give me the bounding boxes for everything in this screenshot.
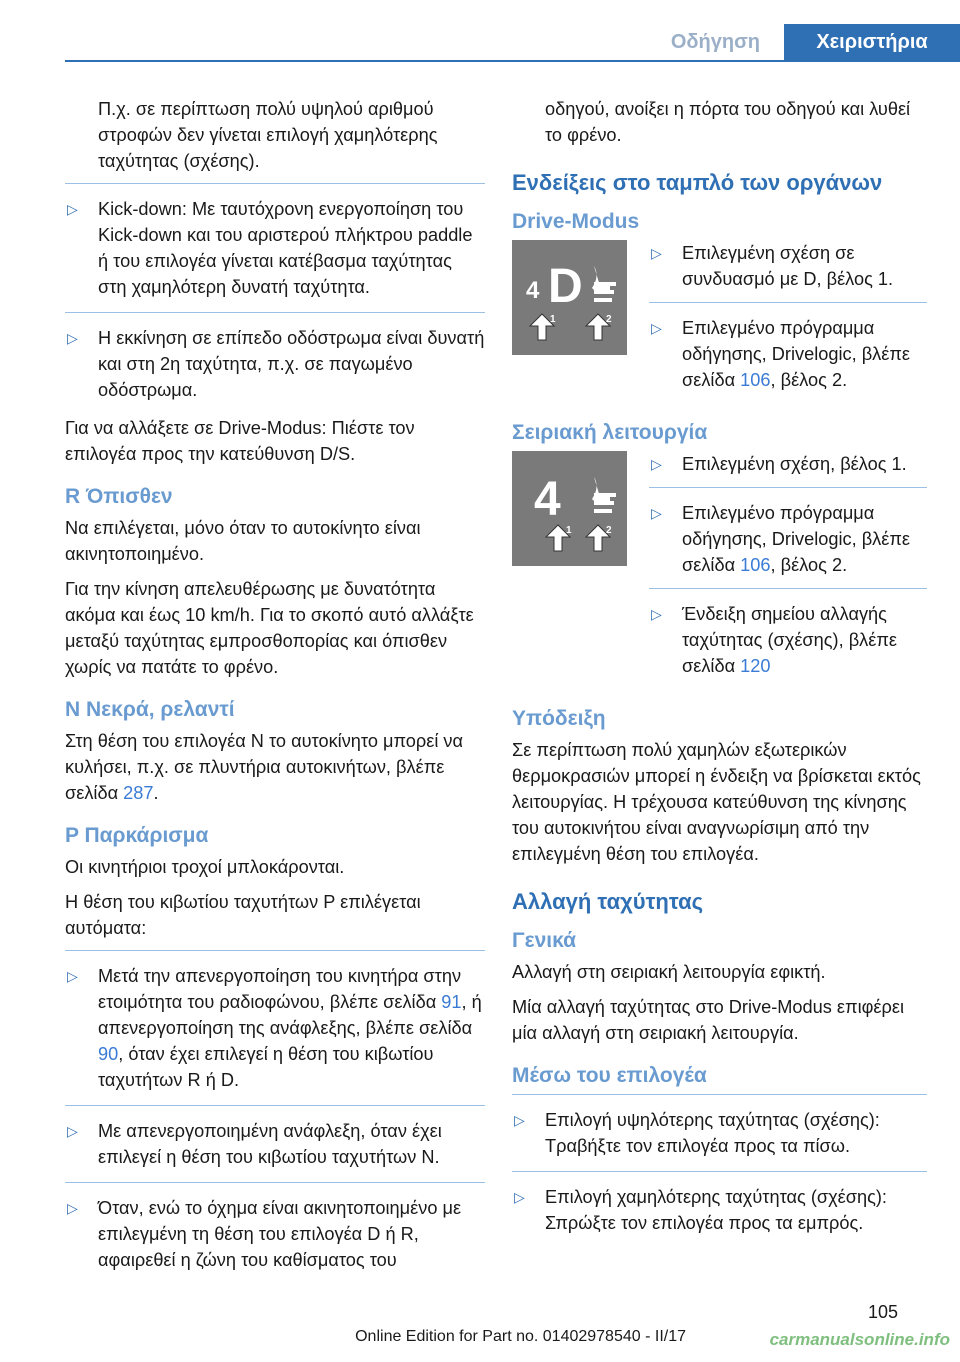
gear-number: 4 (534, 473, 561, 526)
divider (512, 1094, 927, 1095)
triangle-bullet-icon (651, 451, 662, 477)
sequential-display-image (512, 451, 627, 566)
sequential-bullets (649, 451, 927, 689)
bullet-start-2nd-gear (65, 325, 485, 403)
triangle-bullet-icon (67, 963, 78, 989)
triangle-bullet-icon (67, 1195, 78, 1221)
svg-text:1: 1 (566, 525, 572, 536)
bullet-drive-program: ▷ Επιλεγμένο πρόγραμμα οδήγησης, Drivelogic, βλέπε σελίδα 106, βέλος 2. (649, 315, 927, 393)
reverse-text-2: Για την κίνηση απελευθέρωσης με δυνατότητα ακόμα και έως 10 km/h. Για το σκοπό αυτό αλλάξτε μεταξύ ταχύτητας εμπροσθοπορίας και όπισθεν χωρίς να πατάτε το φρένο. (65, 579, 474, 677)
page-footer (0, 1302, 960, 1362)
triangle-bullet-icon (651, 240, 662, 266)
intro-continuation: Π.χ. σε περίπτωση πολύ υψηλού αριθμού στροφών δεν γίνεται επιλογή χαμηλότερης ταχύτητας (σχέσης). (98, 99, 438, 171)
triangle-bullet-icon (651, 601, 662, 627)
bullet-drive-program: ▷ Επιλεγμένο πρόγραμμα οδήγησης, Drivelogic, βλέπε σελίδα 106, βέλος 2. (649, 500, 927, 578)
triangle-bullet-icon (514, 1107, 525, 1133)
mode-letter: D (548, 260, 583, 313)
right-column (512, 96, 927, 1248)
left-column (65, 96, 485, 1285)
page-link[interactable]: 287 (123, 783, 154, 803)
bullet-shift-point: ▷ Ένδειξη σημείου αλλαγής ταχύτητας (σχέσης), βλέπε σελίδα 120 (649, 601, 927, 679)
bullet-text: Η εκκίνηση σε επίπεδο οδόστρωμα είναι δυνατή και στη 2η ταχύτητα, π.χ. σε παγωμένο οδόστρωμα. (98, 328, 485, 400)
triangle-bullet-icon (67, 325, 78, 351)
bullet-selected-gear: ▷ Επιλεγμένη σχέση, βέλος 1. (649, 451, 927, 477)
divider (65, 312, 485, 313)
page-number: 105 (867, 1302, 898, 1322)
park-text-1: Οι κινητήριοι τροχοί μπλοκάρονται. (65, 857, 345, 877)
tab-driving[interactable]: Οδήγηση (670, 31, 760, 53)
park-text-2: Η θέση του κιβωτίου ταχυτήτων P επιλέγεται αυτόματα: (65, 892, 421, 938)
triangle-bullet-icon (67, 196, 78, 222)
heading-note: Υπόδειξη (512, 707, 606, 730)
page-link[interactable]: 106 (740, 370, 771, 390)
svg-text:2: 2 (606, 525, 612, 536)
edition-text: Online Edition for Part no. 01402978540 - II/17 (355, 1328, 686, 1345)
neutral-text: Στη θέση του επιλογέα N το αυτοκίνητο μπορεί να κυλήσει, π.χ. σε πλυντήρια αυτοκινήτων, βλέπε σελίδα 287. (65, 731, 464, 803)
bullet-upshift: ▷ Επιλογή υψηλότερης ταχύτητας (σχέσης): Τραβήξτε τον επιλογέα προς τα πίσω. (512, 1107, 927, 1159)
page-link[interactable]: 91 (441, 992, 462, 1012)
heading-dashboard-indicators: Ενδείξεις στο ταμπλό των οργάνων (512, 170, 883, 195)
watermark: carmanualsonline.info (769, 1330, 950, 1349)
bullet-text: Kick-down: Με ταυτόχρονη ενεργοποίηση του Kick-down και του αριστερού πλήκτρου paddle ή του επιλογέα γίνεται κατέβασμα ταχύτητας στη χαμηλότερη δυνατή ταχύτητα. (98, 199, 473, 297)
page-link[interactable]: 106 (740, 555, 771, 575)
heading-neutral: N Νεκρά, ρελαντί (65, 698, 235, 721)
drive-mode-bullets (649, 240, 927, 403)
tab-controls[interactable]: Χειριστήρια (784, 24, 960, 60)
page-link[interactable]: 120 (740, 656, 771, 676)
bullet-park-engine-off: ▷ Μετά την απενεργοποίηση του κινητήρα στην ετοιμότητα του ραδιοφώνου, βλέπε σελίδα 91, ή απενεργοποίηση της ανάφλεξης, βλέπε σελίδα 90, όταν έχει επιλεγεί η θέση του κιβωτίου ταχυτήτων R ή D. (65, 963, 485, 1093)
general-text-2: Μία αλλαγή ταχύτητας στο Drive-Modus επιφέρει μία αλλαγή στη σειριακή λειτουργία. (512, 997, 905, 1043)
divider (65, 1182, 485, 1183)
divider (649, 588, 927, 589)
heading-gear-change: Αλλαγή ταχύτητας (512, 889, 704, 914)
gear-number: 4 (526, 277, 540, 304)
divider (65, 183, 485, 184)
note-text: Σε περίπτωση πολύ χαμηλών εξωτερικών θερμοκρασιών μπορεί η ένδειξη να βρίσκεται εκτός λειτουργίας. Η τρέχουσα κατεύθυνση της κίνησης του αυτοκινήτου είναι αναγνωρίσιμη από την επιλεγμένη θέση του επιλογέα. (512, 740, 921, 864)
svg-text:1: 1 (550, 314, 556, 325)
bullet-selected-gear: ▷ Επιλεγμένη σχέση σε συνδυασμό με D, βέλος 1. (649, 240, 927, 292)
bullet-park-ignition-off: ▷ Με απενεργοποιημένη ανάφλεξη, όταν έχει επιλεγεί η θέση του κιβωτίου ταχυτήτων N. (65, 1118, 485, 1170)
bullet-park-seatbelt: ▷ Όταν, ενώ το όχημα είναι ακινητοποιημένο με επιλεγμένη τη θέση του επιλογέα D ή R, αφαιρεθεί η ζώνη του καθίσματος του (65, 1195, 485, 1273)
bullet-downshift: ▷ Επιλογή χαμηλότερης ταχύτητας (σχέσης): Σπρώξτε τον επιλογέα προς τα εμπρός. (512, 1184, 927, 1236)
triangle-bullet-icon (651, 500, 662, 526)
triangle-bullet-icon (651, 315, 662, 341)
divider (649, 487, 927, 488)
heading-general: Γενικά (512, 929, 577, 952)
heading-reverse: R Όπισθεν (65, 485, 173, 508)
general-text-1: Αλλαγή στη σειριακή λειτουργία εφικτή. (512, 962, 826, 982)
heading-sequential: Σειριακή λειτουργία (512, 421, 708, 444)
divider (512, 1171, 927, 1172)
page-link[interactable]: 90 (98, 1044, 119, 1064)
sequential-display-graphic (512, 451, 627, 566)
heading-drive-mode: Drive-Modus (512, 210, 640, 233)
bullet-kickdown (65, 196, 485, 300)
svg-text:2: 2 (606, 314, 612, 325)
divider (65, 950, 485, 951)
triangle-bullet-icon (514, 1184, 525, 1210)
header-tabs (647, 24, 960, 60)
header-rule (65, 60, 960, 62)
drive-mode-row (512, 240, 927, 403)
reverse-text-1: Να επιλέγεται, μόνο όταν το αυτοκίνητο είναι ακινητοποιημένο. (65, 518, 421, 564)
triangle-bullet-icon (67, 1118, 78, 1144)
continuation-text: οδηγού, ανοίξει η πόρτα του οδηγού και λυθεί το φρένο. (545, 99, 911, 145)
drive-mode-display-image (512, 240, 627, 355)
divider (65, 1105, 485, 1106)
sequential-row (512, 451, 927, 689)
divider (649, 302, 927, 303)
heading-via-selector: Μέσω του επιλογέα (512, 1064, 707, 1087)
heading-park: P Παρκάρισμα (65, 824, 209, 847)
drive-mode-instruction: Για να αλλάξετε σε Drive-Modus: Πιέστε τον επιλογέα προς την κατεύθυνση D/S. (65, 418, 415, 464)
drive-mode-display-graphic (512, 240, 627, 355)
